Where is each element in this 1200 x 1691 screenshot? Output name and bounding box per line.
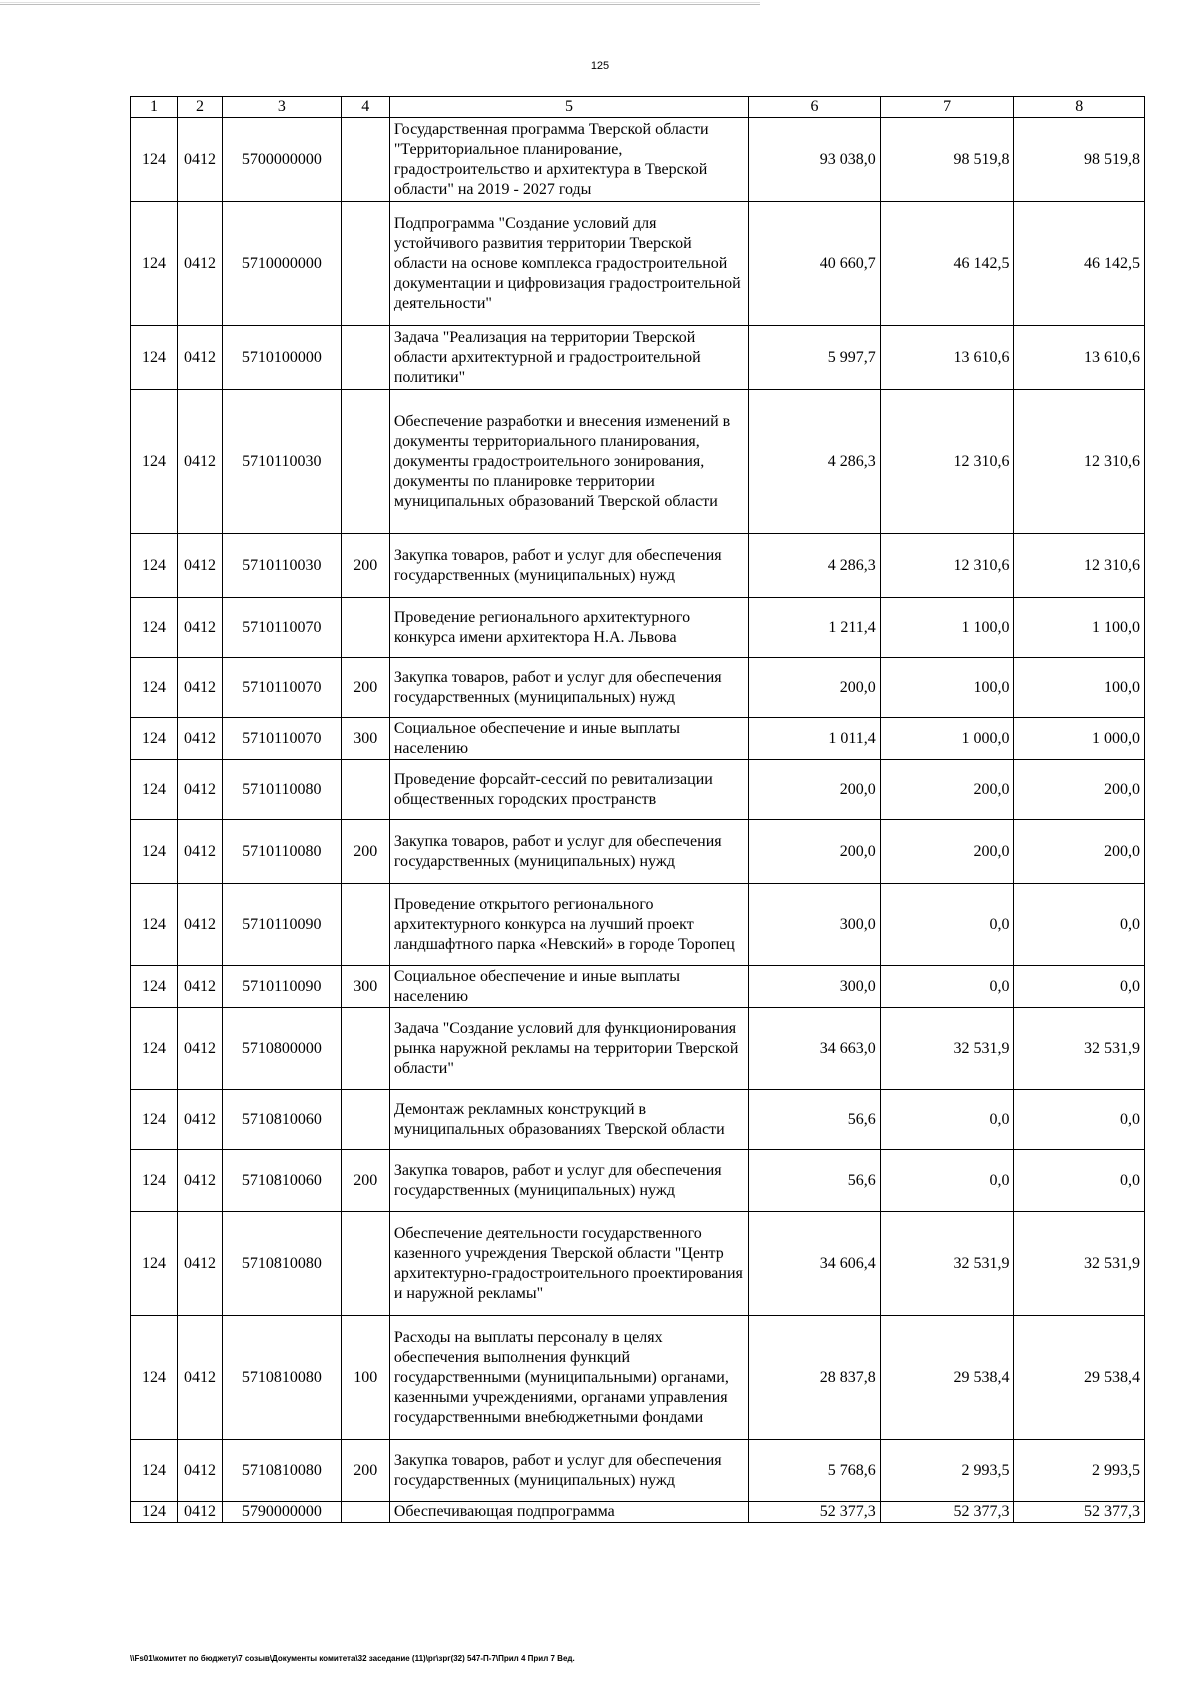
table-row [131, 884, 1145, 966]
row-name: Расходы на выплаты персоналу в целях обеспечения выполнения функций государственными (муниципальными) органами, казенными учреждениями, органами управления государственными внебюджетными фондами [389, 1316, 748, 1440]
row-department-code: 124 [131, 202, 178, 326]
row-department-code: 124 [131, 884, 178, 966]
row-section-code: 0412 [178, 534, 223, 598]
table-row [131, 1502, 1145, 1523]
row-department-code: 124 [131, 1150, 178, 1212]
row-section-code: 0412 [178, 202, 223, 326]
row-amount-col8: 12 310,6 [1014, 390, 1145, 534]
row-expense-type-code [341, 1090, 389, 1150]
row-department-code: 124 [131, 1440, 178, 1502]
column-header: 1 [131, 97, 178, 118]
row-amount-col6: 200,0 [749, 760, 881, 820]
row-amount-col8: 52 377,3 [1014, 1502, 1145, 1523]
row-amount-col8: 32 531,9 [1014, 1212, 1145, 1316]
row-section-code: 0412 [178, 118, 223, 202]
row-name: Проведение открытого регионального архитектурного конкурса на лучший проект ландшафтного парка «Невский» в городе Торопец [389, 884, 748, 966]
row-name: Социальное обеспечение и иные выплаты населению [389, 718, 748, 760]
row-amount-col6: 1 211,4 [749, 598, 881, 658]
row-amount-col6: 200,0 [749, 658, 881, 718]
row-target-article-code: 5710810060 [222, 1150, 341, 1212]
row-target-article-code: 5710000000 [222, 202, 341, 326]
row-amount-col6: 34 663,0 [749, 1008, 881, 1090]
row-amount-col6: 56,6 [749, 1150, 881, 1212]
table-row [131, 1150, 1145, 1212]
row-department-code: 124 [131, 1090, 178, 1150]
row-amount-col6: 93 038,0 [749, 118, 881, 202]
row-section-code: 0412 [178, 1316, 223, 1440]
row-amount-col7: 2 993,5 [880, 1440, 1014, 1502]
row-amount-col6: 34 606,4 [749, 1212, 881, 1316]
table-row [131, 202, 1145, 326]
row-section-code: 0412 [178, 1150, 223, 1212]
column-header: 3 [222, 97, 341, 118]
row-amount-col7: 1 100,0 [880, 598, 1014, 658]
row-amount-col7: 200,0 [880, 760, 1014, 820]
row-name: Закупка товаров, работ и услуг для обеспечения государственных (муниципальных) нужд [389, 658, 748, 718]
scan-edge-line [0, 2, 760, 3]
row-amount-col6: 28 837,8 [749, 1316, 881, 1440]
row-department-code: 124 [131, 118, 178, 202]
row-target-article-code: 5710110090 [222, 966, 341, 1008]
row-section-code: 0412 [178, 1440, 223, 1502]
row-amount-col7: 0,0 [880, 1090, 1014, 1150]
row-expense-type-code [341, 598, 389, 658]
budget-table [130, 96, 1145, 1523]
row-amount-col8: 32 531,9 [1014, 1008, 1145, 1090]
column-header: 4 [341, 97, 389, 118]
row-amount-col8: 0,0 [1014, 884, 1145, 966]
row-amount-col6: 52 377,3 [749, 1502, 881, 1523]
row-name: Подпрограмма "Создание условий для устойчивого развития территории Тверской области на основе комплекса градостроительной документации и цифровизация градостроительной деятельности" [389, 202, 748, 326]
row-expense-type-code [341, 202, 389, 326]
row-target-article-code: 5710110090 [222, 884, 341, 966]
row-name: Закупка товаров, работ и услуг для обеспечения государственных (муниципальных) нужд [389, 820, 748, 884]
row-amount-col7: 0,0 [880, 966, 1014, 1008]
row-section-code: 0412 [178, 390, 223, 534]
row-department-code: 124 [131, 326, 178, 390]
row-name: Проведение форсайт-сессий по ревитализации общественных городских пространств [389, 760, 748, 820]
row-amount-col7: 0,0 [880, 884, 1014, 966]
row-amount-col6: 4 286,3 [749, 390, 881, 534]
row-target-article-code: 5710810080 [222, 1316, 341, 1440]
row-expense-type-code: 200 [341, 658, 389, 718]
row-expense-type-code [341, 390, 389, 534]
row-amount-col7: 32 531,9 [880, 1212, 1014, 1316]
table-row [131, 1008, 1145, 1090]
row-department-code: 124 [131, 534, 178, 598]
table-row [131, 1090, 1145, 1150]
row-department-code: 124 [131, 820, 178, 884]
row-name: Социальное обеспечение и иные выплаты населению [389, 966, 748, 1008]
table-row [131, 658, 1145, 718]
row-expense-type-code [341, 1502, 389, 1523]
row-target-article-code: 5790000000 [222, 1502, 341, 1523]
row-target-article-code: 5710810080 [222, 1212, 341, 1316]
row-amount-col6: 4 286,3 [749, 534, 881, 598]
row-amount-col8: 200,0 [1014, 760, 1145, 820]
table-row [131, 326, 1145, 390]
row-amount-col7: 29 538,4 [880, 1316, 1014, 1440]
table-row [131, 966, 1145, 1008]
row-amount-col8: 1 100,0 [1014, 598, 1145, 658]
row-amount-col8: 200,0 [1014, 820, 1145, 884]
row-section-code: 0412 [178, 658, 223, 718]
row-amount-col6: 56,6 [749, 1090, 881, 1150]
table-row [131, 1440, 1145, 1502]
row-name: Задача "Создание условий для функционирования рынка наружной рекламы на территории Тверской области" [389, 1008, 748, 1090]
row-department-code: 124 [131, 1316, 178, 1440]
row-target-article-code: 5710810080 [222, 1440, 341, 1502]
row-department-code: 124 [131, 966, 178, 1008]
row-section-code: 0412 [178, 760, 223, 820]
table-header-row [131, 97, 1145, 118]
row-section-code: 0412 [178, 598, 223, 658]
column-header: 8 [1014, 97, 1145, 118]
row-amount-col7: 0,0 [880, 1150, 1014, 1212]
row-target-article-code: 5700000000 [222, 118, 341, 202]
row-amount-col7: 100,0 [880, 658, 1014, 718]
row-target-article-code: 5710110070 [222, 598, 341, 658]
row-expense-type-code: 300 [341, 966, 389, 1008]
row-section-code: 0412 [178, 326, 223, 390]
page-number: 125 [590, 60, 610, 72]
row-amount-col8: 0,0 [1014, 1090, 1145, 1150]
row-amount-col6: 300,0 [749, 884, 881, 966]
row-name: Обеспечивающая подпрограмма [389, 1502, 748, 1523]
table-row [131, 534, 1145, 598]
row-name: Закупка товаров, работ и услуг для обеспечения государственных (муниципальных) нужд [389, 1440, 748, 1502]
row-section-code: 0412 [178, 820, 223, 884]
row-section-code: 0412 [178, 966, 223, 1008]
row-amount-col6: 40 660,7 [749, 202, 881, 326]
row-amount-col7: 13 610,6 [880, 326, 1014, 390]
row-target-article-code: 5710110030 [222, 534, 341, 598]
row-amount-col8: 1 000,0 [1014, 718, 1145, 760]
row-section-code: 0412 [178, 884, 223, 966]
row-target-article-code: 5710100000 [222, 326, 341, 390]
row-amount-col6: 200,0 [749, 820, 881, 884]
table-row [131, 820, 1145, 884]
table-row [131, 1212, 1145, 1316]
row-expense-type-code [341, 1008, 389, 1090]
row-target-article-code: 5710800000 [222, 1008, 341, 1090]
table-row [131, 760, 1145, 820]
row-amount-col6: 300,0 [749, 966, 881, 1008]
row-section-code: 0412 [178, 1008, 223, 1090]
row-amount-col8: 12 310,6 [1014, 534, 1145, 598]
row-name: Государственная программа Тверской области "Территориальное планирование, градостроительство и архитектура в Тверской области" на 2019 - 2027 годы [389, 118, 748, 202]
row-expense-type-code: 200 [341, 534, 389, 598]
row-target-article-code: 5710110030 [222, 390, 341, 534]
row-department-code: 124 [131, 760, 178, 820]
row-department-code: 124 [131, 1502, 178, 1523]
row-section-code: 0412 [178, 718, 223, 760]
row-expense-type-code: 300 [341, 718, 389, 760]
row-expense-type-code [341, 326, 389, 390]
row-target-article-code: 5710110080 [222, 820, 341, 884]
table-row [131, 390, 1145, 534]
row-amount-col8: 29 538,4 [1014, 1316, 1145, 1440]
row-amount-col8: 100,0 [1014, 658, 1145, 718]
row-amount-col8: 98 519,8 [1014, 118, 1145, 202]
row-amount-col7: 1 000,0 [880, 718, 1014, 760]
table-row [131, 118, 1145, 202]
row-section-code: 0412 [178, 1502, 223, 1523]
file-path-footer: \\Fs01\комитет по бюджету\7 созыв\Документы комитета\32 заседание (11)\рг\зрг(32) 547-П-7\Прил 4 Прил 7 Вед. [130, 1654, 575, 1663]
row-department-code: 124 [131, 718, 178, 760]
row-expense-type-code: 100 [341, 1316, 389, 1440]
row-department-code: 124 [131, 390, 178, 534]
table-row [131, 1316, 1145, 1440]
row-amount-col6: 5 768,6 [749, 1440, 881, 1502]
row-target-article-code: 5710110080 [222, 760, 341, 820]
column-header: 5 [389, 97, 748, 118]
scan-edge-line [0, 4, 760, 5]
row-amount-col7: 98 519,8 [880, 118, 1014, 202]
row-amount-col8: 46 142,5 [1014, 202, 1145, 326]
row-name: Задача "Реализация на территории Тверской области архитектурной и градостроительной политики" [389, 326, 748, 390]
row-department-code: 124 [131, 1008, 178, 1090]
row-amount-col7: 200,0 [880, 820, 1014, 884]
row-amount-col7: 52 377,3 [880, 1502, 1014, 1523]
column-header: 2 [178, 97, 223, 118]
row-expense-type-code [341, 118, 389, 202]
row-amount-col7: 12 310,6 [880, 390, 1014, 534]
row-amount-col7: 12 310,6 [880, 534, 1014, 598]
row-name: Проведение регионального архитектурного конкурса имени архитектора Н.А. Львова [389, 598, 748, 658]
row-amount-col7: 46 142,5 [880, 202, 1014, 326]
row-expense-type-code: 200 [341, 1150, 389, 1212]
row-section-code: 0412 [178, 1212, 223, 1316]
column-header: 6 [749, 97, 881, 118]
row-target-article-code: 5710110070 [222, 718, 341, 760]
row-name: Закупка товаров, работ и услуг для обеспечения государственных (муниципальных) нужд [389, 1150, 748, 1212]
row-name: Обеспечение разработки и внесения изменений в документы территориального планирования, документы градостроительного зонирования, документы по планировке территории муниципальных образований Тверской области [389, 390, 748, 534]
row-name: Закупка товаров, работ и услуг для обеспечения государственных (муниципальных) нужд [389, 534, 748, 598]
table-row [131, 718, 1145, 760]
row-expense-type-code [341, 1212, 389, 1316]
column-header: 7 [880, 97, 1014, 118]
row-amount-col8: 0,0 [1014, 1150, 1145, 1212]
row-expense-type-code [341, 884, 389, 966]
row-department-code: 124 [131, 658, 178, 718]
table-row [131, 598, 1145, 658]
row-target-article-code: 5710110070 [222, 658, 341, 718]
row-expense-type-code: 200 [341, 820, 389, 884]
row-name: Обеспечение деятельности государственного казенного учреждения Тверской области "Центр архитектурно-градостроительного проектирования и наружной рекламы" [389, 1212, 748, 1316]
row-target-article-code: 5710810060 [222, 1090, 341, 1150]
row-amount-col7: 32 531,9 [880, 1008, 1014, 1090]
row-department-code: 124 [131, 598, 178, 658]
row-amount-col8: 13 610,6 [1014, 326, 1145, 390]
row-expense-type-code: 200 [341, 1440, 389, 1502]
row-expense-type-code [341, 760, 389, 820]
row-amount-col8: 0,0 [1014, 966, 1145, 1008]
row-amount-col8: 2 993,5 [1014, 1440, 1145, 1502]
row-name: Демонтаж рекламных конструкций в муниципальных образованиях Тверской области [389, 1090, 748, 1150]
row-amount-col6: 1 011,4 [749, 718, 881, 760]
row-section-code: 0412 [178, 1090, 223, 1150]
row-department-code: 124 [131, 1212, 178, 1316]
row-amount-col6: 5 997,7 [749, 326, 881, 390]
